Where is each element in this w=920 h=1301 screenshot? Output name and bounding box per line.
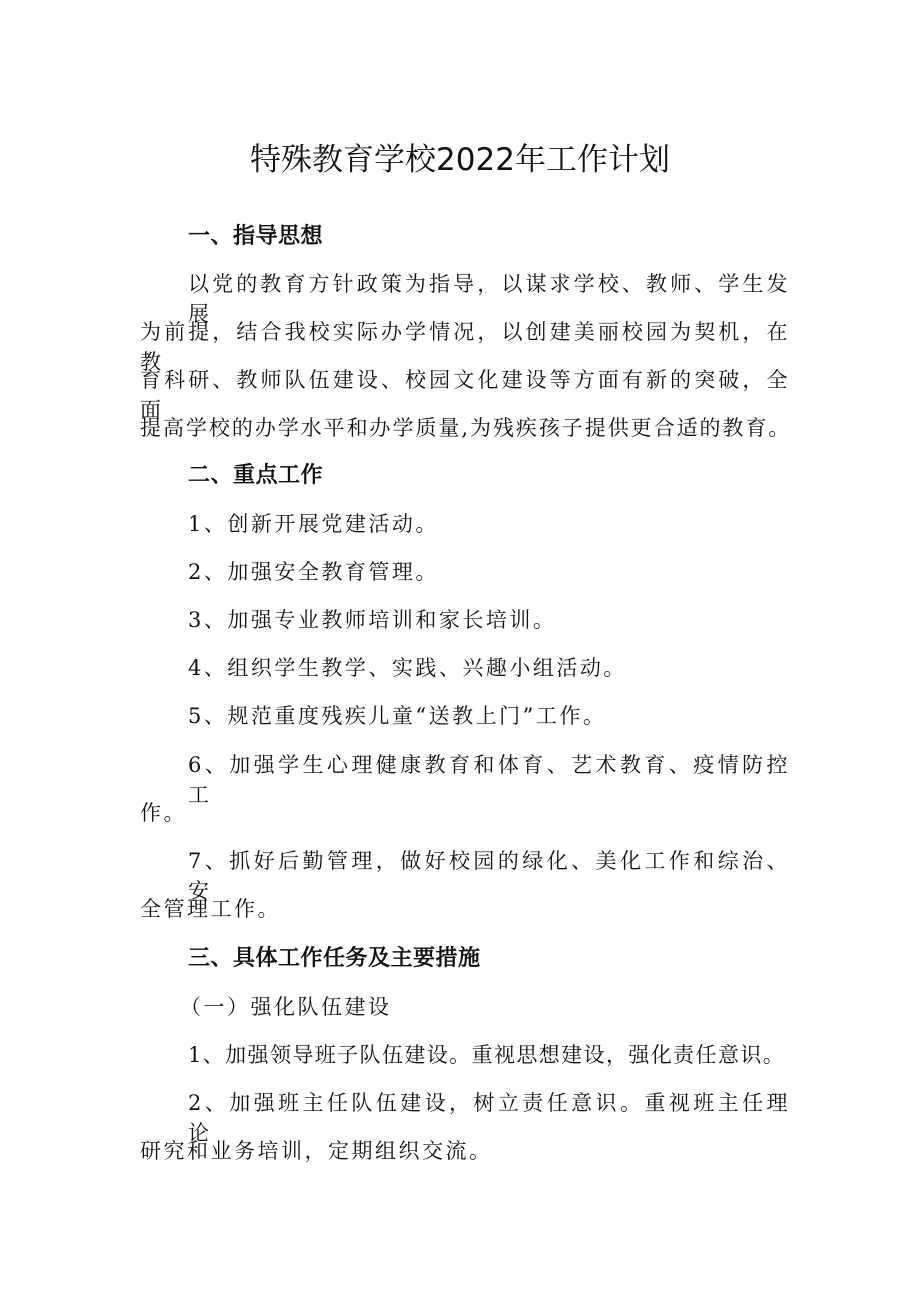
list-item: 5、规范重度残疾儿童“送教上门”工作。 — [188, 704, 607, 728]
list-item: 3、加强专业教师培训和家长培训。 — [188, 608, 557, 632]
section-heading-tasks-measures: 三、具体工作任务及主要措施 — [188, 946, 481, 971]
list-item-continuation: 研究和业务培训，定期组织交流。 — [140, 1139, 493, 1163]
section-heading-key-work: 二、重点工作 — [188, 463, 324, 488]
list-item: 4、组织学生教学、实践、兴趣小组活动。 — [188, 656, 627, 680]
paragraph-line: 提高学校的办学水平和办学质量,为残疾孩子提供更合适的教育。 — [140, 416, 790, 440]
list-item-continuation: 全管理工作。 — [140, 897, 281, 921]
paragraph-line: 以党的教育方针政策为指导，以谋求学校、教师、学生发展 — [188, 272, 790, 326]
list-item: 7、抓好后勤管理，做好校园的绿化、美化工作和综治、安 — [188, 849, 790, 903]
list-item-continuation: 作。 — [140, 801, 187, 825]
list-item: 6、加强学生心理健康教育和体育、艺术教育、疫情防控工 — [188, 753, 790, 807]
list-item: 1、加强领导班子队伍建设。重视思想建设，强化责任意识。 — [188, 1043, 786, 1067]
subsection-heading: （一）强化队伍建设 — [180, 995, 392, 1019]
list-item: 1、创新开展党建活动。 — [188, 512, 439, 536]
section-heading-guiding-ideology: 一、指导思想 — [188, 224, 324, 249]
paragraph-line: 育科研、教师队伍建设、校园文化建设等方面有新的突破，全面 — [140, 368, 790, 422]
list-item: 2、加强安全教育管理。 — [188, 560, 439, 584]
paragraph-line: 为前提，结合我校实际办学情况，以创建美丽校园为契机，在教 — [140, 320, 790, 374]
document-title: 特殊教育学校2022年工作计划 — [250, 142, 670, 178]
list-item: 2、加强班主任队伍建设，树立责任意识。重视班主任理论 — [188, 1091, 790, 1145]
